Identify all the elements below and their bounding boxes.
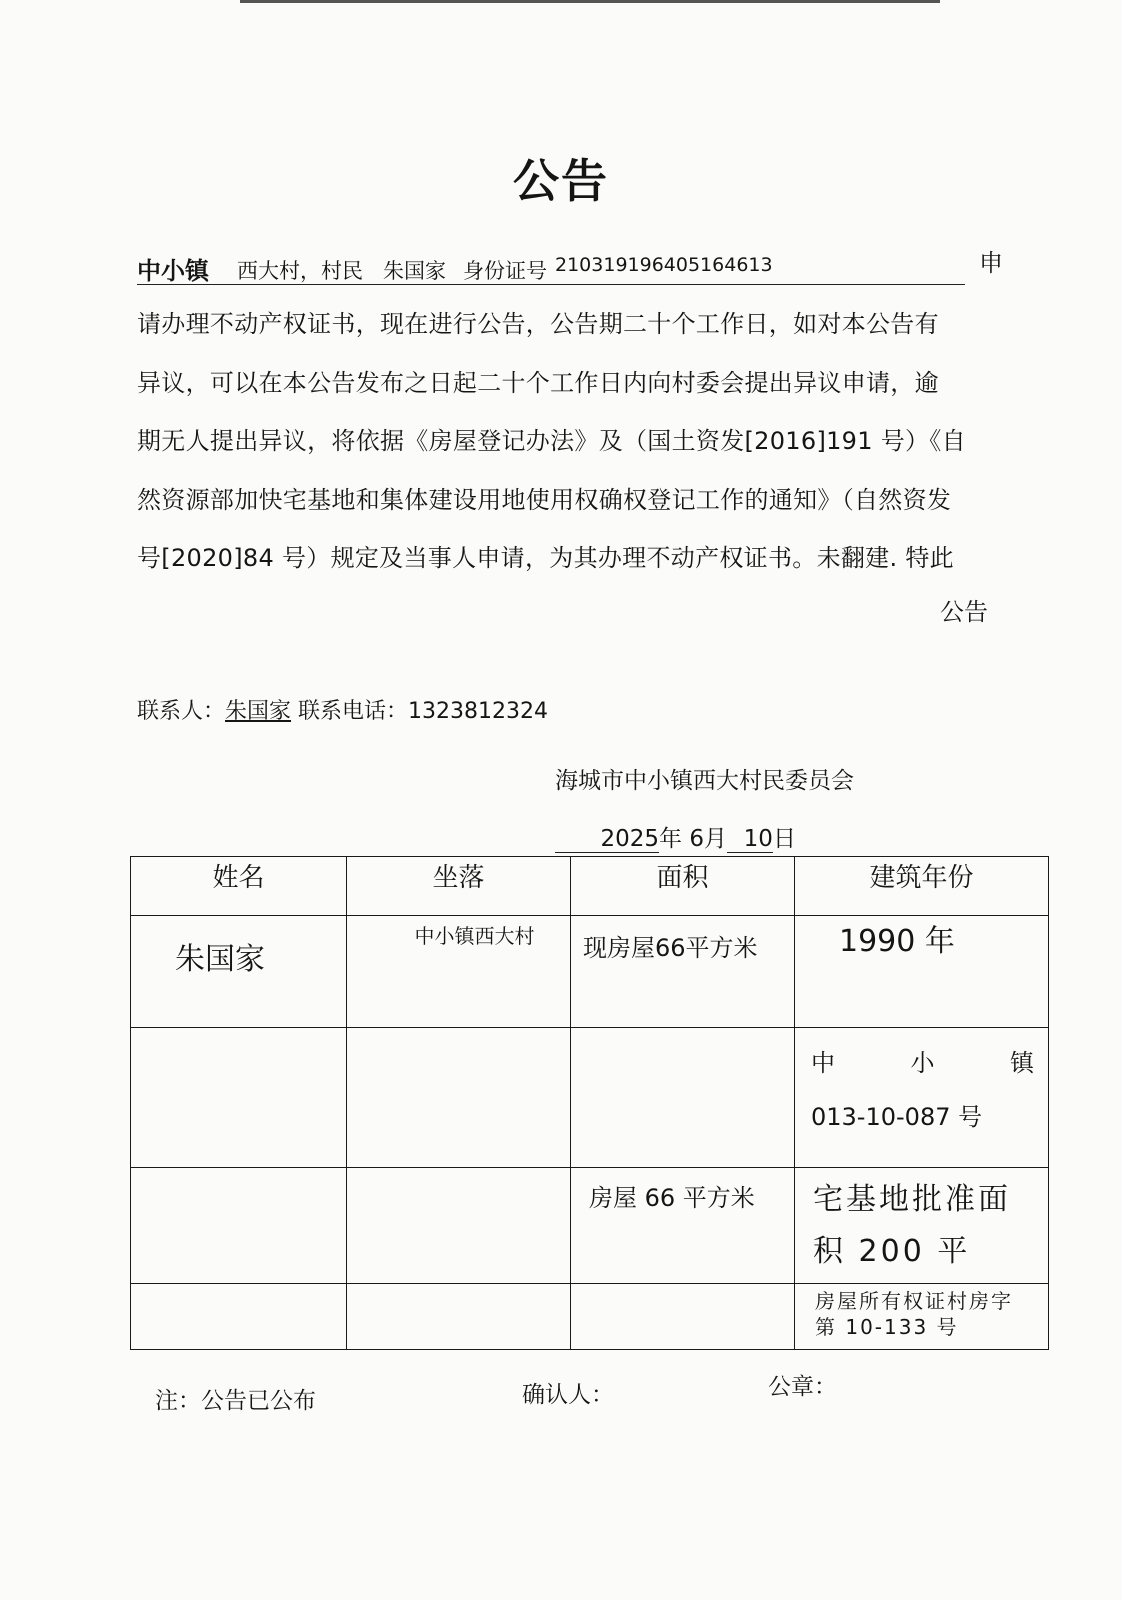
day-suffix: 日 [772,826,796,852]
body-line: 请办理不动产权证书，现在进行公告，公告期二十个工作日，如对本公告有 [137,310,939,338]
approved-area-cell [795,1168,1049,1284]
date-month: 6 [689,826,704,852]
applicant-line [137,249,1007,290]
empty-cell [131,1168,347,1284]
empty-cell [347,1168,571,1284]
registration-number: 013-10-087 号 [811,1103,983,1131]
table-row [131,1284,1049,1350]
phone-number: 1323812324 [408,699,549,724]
house-area-cell: 房屋 66 平方米 [571,1168,795,1284]
villager-name: 朱国家 [383,259,446,283]
contact-name: 朱国家 [225,699,292,724]
notice-body [137,295,1007,588]
page-title: 公告 [513,154,609,208]
closing-word: 公告 [940,598,988,626]
town-name: 中小镇 [137,257,209,285]
empty-cell [131,1284,347,1350]
header-area: 面积 [571,857,795,916]
certificate-cell [795,1284,1049,1350]
header-name: 姓名 [131,857,347,916]
empty-cell [571,1284,795,1350]
reg-char: 中 [811,1049,835,1077]
header-location: 坐落 [347,857,571,916]
table-row [131,916,1049,1028]
body-line: 期无人提出异议，将依据《房屋登记办法》及（国土资发[2016]191 号）《自 [137,427,966,455]
location-cell: 中小镇西大村 [347,916,571,1028]
empty-cell [571,1028,795,1168]
empty-cell [347,1028,571,1168]
body-line: 然资源部加快宅基地和集体建设用地使用权确权登记工作的通知》（自然资发 [137,485,952,514]
approved-area-line: 积 200 平 [813,1234,971,1269]
phone-label: 联系电话： [298,699,409,724]
registration-town [811,1036,1034,1090]
month-suffix: 月 [703,826,727,852]
certificate-line: 房屋所有权证村房字 [815,1289,1013,1313]
empty-cell [347,1284,571,1350]
reg-char: 镇 [1010,1049,1034,1077]
id-number: 210319196405164613 [555,254,773,276]
certificate-line: 第 10-133 号 [815,1315,959,1339]
build-year-cell: 1990 年 [795,916,1049,1028]
approved-area-line: 宅基地批准面 [813,1182,1011,1217]
header-build-year: 建筑年份 [795,857,1049,916]
table-row [131,1028,1049,1168]
year-suffix: 年 [659,826,682,852]
confirmer-label: 确认人： [522,1382,614,1408]
date-day: 10 [727,826,773,853]
property-table [130,856,1049,1350]
seal-label: 公章： [768,1374,837,1400]
owner-name-cell: 朱国家 [131,916,347,1028]
id-label: 身份证号 [463,259,547,283]
table-header-row [131,857,1049,916]
registration-cell [795,1028,1049,1168]
committee-name: 海城市中小镇西大村民委员会 [555,768,854,794]
date-line [555,820,796,853]
scan-edge-rule [240,0,940,3]
empty-cell [131,1028,347,1168]
contact-label: 联系人： [137,699,226,724]
table-row [131,1168,1049,1284]
trailing-char: 申 [979,249,1003,277]
body-line: 异议，可以在本公告发布之日起二十个工作日内向村委会提出异议申请，逾 [137,368,939,397]
date-year: 2025 [555,826,659,853]
body-line: 号[2020]84 号）规定及当事人申请，为其办理不动产权证书。未翻建. 特此 [137,544,954,572]
area-cell: 现房屋66平方米 [571,916,795,1028]
reg-char: 小 [910,1049,935,1077]
footer-note: 注：公告已公布 [155,1388,316,1414]
village-name: 西大村，村民 [237,259,363,283]
contact-line [137,694,548,725]
